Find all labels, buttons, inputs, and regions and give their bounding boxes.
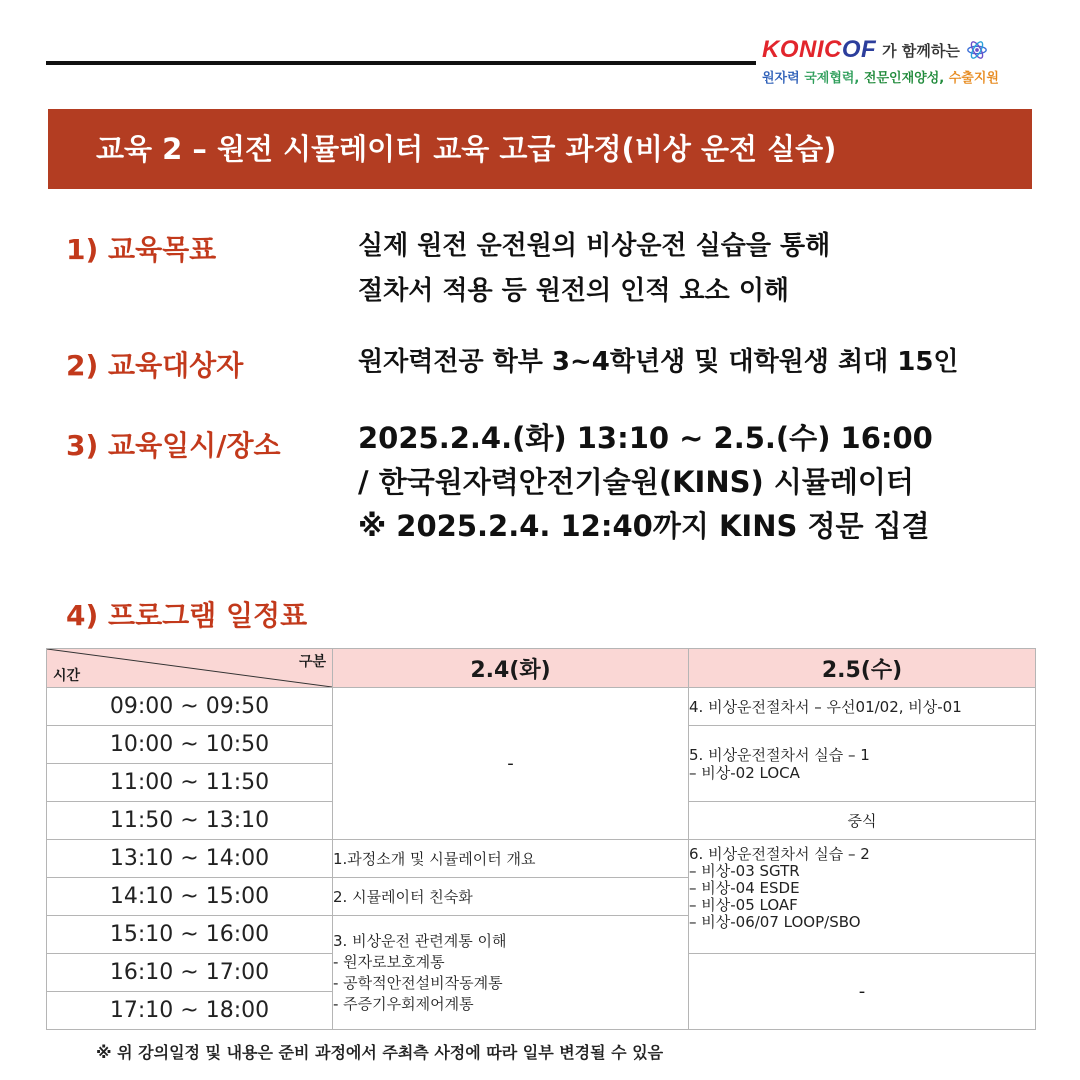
header-day1: 2.4(화)	[333, 649, 689, 688]
session-item: - 공학적안전설비작동계통	[333, 973, 503, 992]
header-day2: 2.5(수)	[689, 649, 1036, 688]
target-label: 2) 교육대상자	[66, 349, 244, 382]
time-cell: 14:10 ~ 15:00	[47, 878, 333, 916]
table-header-row	[47, 649, 1036, 688]
time-cell: 16:10 ~ 17:00	[47, 954, 333, 992]
day1-morning-cell: -	[333, 688, 689, 840]
atom-icon	[966, 39, 988, 61]
day1-session-2: 2. 시뮬레이터 친숙화	[333, 878, 689, 916]
goal-label: 1) 교육목표	[66, 233, 217, 266]
time-cell: 17:10 ~ 18:00	[47, 992, 333, 1030]
time-cell: 10:00 ~ 10:50	[47, 726, 333, 764]
corner-diagonal-line	[47, 649, 332, 687]
program-schedule-table	[46, 648, 1036, 1030]
time-cell: 15:10 ~ 16:00	[47, 916, 333, 954]
goal-line-1: 실제 원전 운전원의 비상운전 실습을 통해	[358, 231, 831, 261]
day2-session-4: 4. 비상운전절차서 – 우선01/02, 비상-01	[689, 688, 1036, 726]
header-gubun: 구분	[298, 654, 326, 670]
brand-tagline: 원자력 국제협력, 전문인재양성, 수출지원	[762, 71, 999, 86]
schedule-location: / 한국원자력안전기술원(KINS) 시뮬레이터	[358, 465, 914, 499]
schedule-label: 3) 교육일시/장소	[66, 429, 281, 462]
day2-session-6	[689, 840, 1036, 954]
program-label: 4) 프로그램 일정표	[66, 599, 308, 632]
target-text: 원자력전공 학부 3~4학년생 및 대학원생 최대 15인	[358, 347, 959, 377]
day2-lunch: 중식	[689, 802, 1036, 840]
schedule-meeting-note: ※ 2025.2.4. 12:40까지 KINS 정문 집결	[358, 509, 930, 543]
brand-logo: KONICOF	[762, 36, 877, 63]
day1-session-1: 1.과정소개 및 시뮬레이터 개요	[333, 840, 689, 878]
time-cell: 11:00 ~ 11:50	[47, 764, 333, 802]
goal-text	[358, 224, 830, 314]
table-corner-cell	[47, 649, 333, 688]
session-title: 5. 비상운전절차서 실습 – 1	[689, 745, 870, 764]
session-title: 3. 비상운전 관련계통 이해	[333, 931, 507, 950]
day1-session-3	[333, 916, 689, 1030]
brand-logo-block	[762, 36, 1042, 86]
goal-line-2: 절차서 적용 등 원전의 인적 요소 이해	[358, 276, 790, 306]
session-item: - 원자로보호계통	[333, 952, 445, 971]
time-cell: 11:50 ~ 13:10	[47, 802, 333, 840]
day2-evening-cell: -	[689, 954, 1036, 1030]
schedule-dates: 2025.2.4.(화) 13:10 ~ 2.5.(수) 16:00	[358, 421, 933, 455]
time-cell: 09:00 ~ 09:50	[47, 688, 333, 726]
table-row	[47, 840, 1036, 878]
time-cell: 13:10 ~ 14:00	[47, 840, 333, 878]
footnote: ※ 위 강의일정 및 내용은 준비 과정에서 주최측 사정에 따라 일부 변경될 수 있음	[96, 1043, 664, 1062]
session-item: – 비상-02 LOCA	[689, 763, 800, 782]
page-title-banner: 교육 2 – 원전 시뮬레이터 교육 고급 과정(비상 운전 실습)	[48, 109, 1032, 189]
session-item: – 비상-03 SGTR	[689, 862, 800, 880]
session-title: 6. 비상운전절차서 실습 – 2	[689, 845, 870, 863]
session-item: – 비상-06/07 LOOP/SBO	[689, 913, 861, 931]
session-item: – 비상-05 LOAF	[689, 896, 798, 914]
session-item: – 비상-04 ESDE	[689, 879, 800, 897]
session-item: - 주증기우회제어계통	[333, 994, 474, 1013]
table-row	[47, 688, 1036, 726]
day2-session-5	[689, 726, 1036, 802]
brand-with-text: 가 함께하는	[882, 41, 960, 60]
schedule-text	[358, 416, 933, 548]
header-rule	[46, 61, 756, 65]
header-time: 시간	[53, 668, 81, 684]
